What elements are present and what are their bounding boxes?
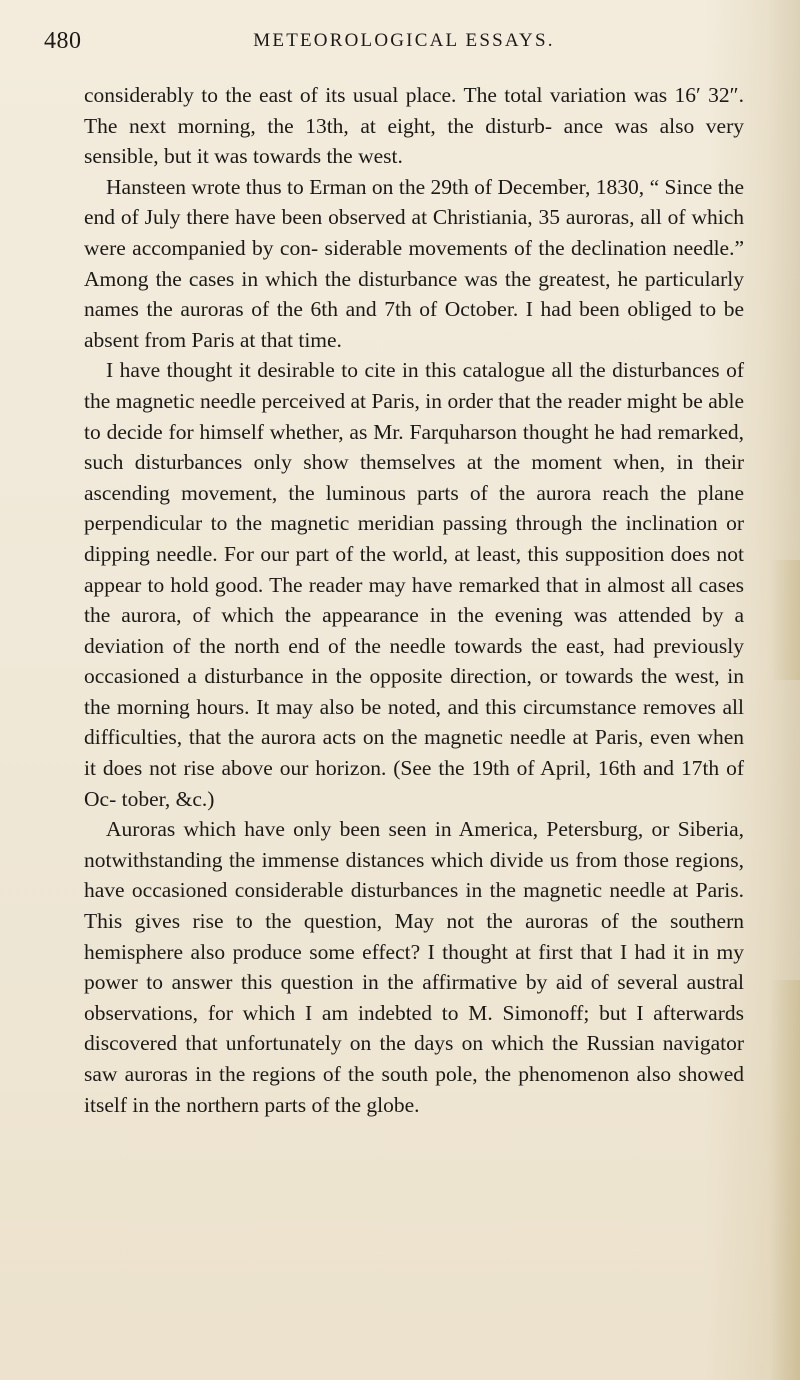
page-edge-stain [770, 560, 800, 680]
paragraph-auroras: Auroras which have only been seen in America, Petersburg, or Siberia, notwithstanding the immense distances which divide us from those regions, have occasioned considerable disturbances in the magnetic needle at Paris. This gives rise to the question, May not the auroras of the southern hemisphere also produce some effect? I thought at first that I had it in my power to answer this question in the affirmative by aid of several austral observations, for which I am indebted to M. Simonoff; but I afterwards discovered that unfortunately on the days on which the Russian navigator saw auroras in the regions of the south pole, the phenomenon also showed itself in the northern parts of the globe. [84, 817, 744, 1117]
page-edge-stain [770, 980, 800, 1380]
paragraph-hansteen: Hansteen wrote thus to Erman on the 29th of December, 1830, “ Since the end of July there have been observed at Christiania, 35 auroras, all of which were accompanied by con- siderable movements of the declination needle.” Among the cases in which the disturbance was the greatest, he particularly names the auroras of the 6th and 7th of October. I had been obliged to be absent from Paris at that time. [84, 174, 744, 352]
running-title: METEOROLOGICAL ESSAYS. [253, 30, 555, 51]
page-number: 480 [44, 28, 82, 54]
paragraph-catalogue: I have thought it desirable to cite in this catalogue all the disturbances of the magnetic needle perceived at Paris, in order that the reader might be able to decide for himself whether, as Mr. Farquharson thought he had remarked, such disturbances only show themselves at the moment when, in their ascending movement, the luminous parts of the aurora reach the plane perpendicular to the magnetic meridian passing through the inclination or dipping needle. For our part of the world, at least, this supposition does not appear to hold good. The reader may have remarked that in almost all cases the aurora, of which the appearance in the evening was attended by a deviation of the north end of the needle towards the east, had previously occasioned a disturbance in the opposite direction, or towards the west, in the morning hours. It may also be noted, and this circumstance removes all difficulties, that the aurora acts on the magnetic needle at Paris, even when it does not rise above our horizon. (See the 19th of April, 16th and 17th of Oc- tober, &c.) [84, 358, 744, 811]
paragraph-continuation: considerably to the east of its usual place. The total variation was 16′ 32″. The next morning, the 13th, at eight, the disturb- ance was also very sensible, but it was towards the west. [84, 83, 744, 169]
running-head [44, 28, 724, 58]
body-text [84, 80, 744, 1120]
